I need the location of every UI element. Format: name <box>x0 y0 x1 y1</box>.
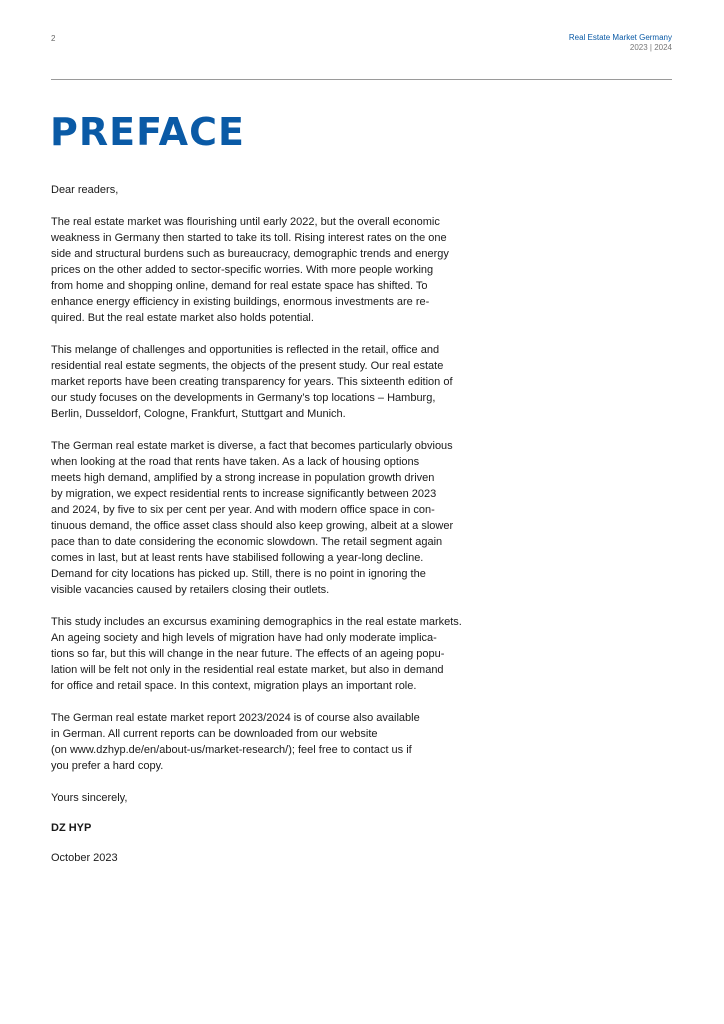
paragraph <box>51 614 466 694</box>
paragraph-line: The German real estate market report 2023/2024 is of course also available <box>51 712 420 724</box>
paragraph-line: pace than to date considering the economic slowdown. The retail segment again <box>51 536 443 548</box>
paragraph-line: visible vacancies caused by retailers closing their outlets. <box>51 584 330 596</box>
paragraph-line: An ageing society and high levels of migration have had only moderate implica- <box>51 632 437 644</box>
letter-body <box>51 182 466 866</box>
document-edition: 2023 | 2024 <box>629 43 672 52</box>
paragraph <box>51 214 466 326</box>
paragraph <box>51 438 466 598</box>
document-header <box>569 33 672 53</box>
signature: DZ HYP <box>51 822 92 834</box>
paragraph-line: enhance energy efficiency in existing buildings, enormous investments are re- <box>51 296 430 308</box>
paragraph-line: tions so far, but this will change in the near future. The effects of an ageing popu- <box>51 648 445 660</box>
paragraph-line: Demand for city locations has picked up. Still, there is no point in ignoring the <box>51 568 426 580</box>
page-title: PREFACE <box>50 110 245 154</box>
paragraph <box>51 710 466 774</box>
paragraph-line: when looking at the road that rents have taken. As a lack of housing options <box>51 456 420 468</box>
paragraph-line: The real estate market was flourishing until early 2022, but the overall economic <box>51 216 440 228</box>
document-title: Real Estate Market Germany <box>568 33 672 42</box>
closing: Yours sincerely, <box>51 792 128 804</box>
paragraphs <box>51 214 466 774</box>
paragraph-line: in German. All current reports can be downloaded from our website <box>51 728 378 740</box>
paragraph-line: meets high demand, amplified by a strong increase in population growth driven <box>51 472 435 484</box>
paragraph-line: lation will be felt not only in the residential real estate market, but also in demand <box>51 664 444 676</box>
paragraph-line: Berlin, Dusseldorf, Cologne, Frankfurt, Stuttgart and Munich. <box>51 408 346 420</box>
paragraph-line: comes in last, but at least rents have stabilised following a year-long decline. <box>51 552 424 564</box>
paragraph-line: This melange of challenges and opportunities is reflected in the retail, office and <box>51 344 440 356</box>
paragraph-line: by migration, we expect residential rents to increase significantly between 2023 <box>51 488 437 500</box>
paragraph-line: our study focuses on the developments in Germany’s top locations – Hamburg, <box>51 392 436 404</box>
paragraph-line: residential real estate segments, the objects of the present study. Our real estate <box>51 360 444 372</box>
paragraph-line: for office and retail space. In this context, migration plays an important role. <box>51 680 417 692</box>
paragraph-line: market reports have been creating transparency for years. This sixteenth edition of <box>51 376 453 388</box>
paragraph-line: prices on the other added to sector-specific worries. With more people working <box>51 264 434 276</box>
paragraph-line: you prefer a hard copy. <box>51 760 164 772</box>
paragraph-line: and 2024, by five to six per cent per year. And with modern office space in con- <box>51 504 435 516</box>
paragraph-line: This study includes an excursus examining demographics in the real estate markets. <box>51 616 462 628</box>
page-number: 2 <box>51 34 56 43</box>
paragraph-line: (on www.dzhyp.de/en/about-us/market-research/); feel free to contact us if <box>51 744 412 756</box>
header-divider <box>51 79 672 80</box>
date: October 2023 <box>51 852 118 864</box>
paragraph-line: side and structural burdens such as bureaucracy, demographic trends and energy <box>51 248 449 260</box>
paragraph-line: weakness in Germany then started to take its toll. Rising interest rates on the one <box>51 232 447 244</box>
salutation: Dear readers, <box>51 184 119 196</box>
paragraph-line: tinuous demand, the office asset class should also keep growing, albeit at a slower <box>51 520 454 532</box>
paragraph-line: quired. But the real estate market also holds potential. <box>51 312 314 324</box>
paragraph-line: from home and shopping online, demand for real estate space has shifted. To <box>51 280 428 292</box>
paragraph <box>51 342 466 422</box>
paragraph-line: The German real estate market is diverse, a fact that becomes particularly obvious <box>51 440 453 452</box>
